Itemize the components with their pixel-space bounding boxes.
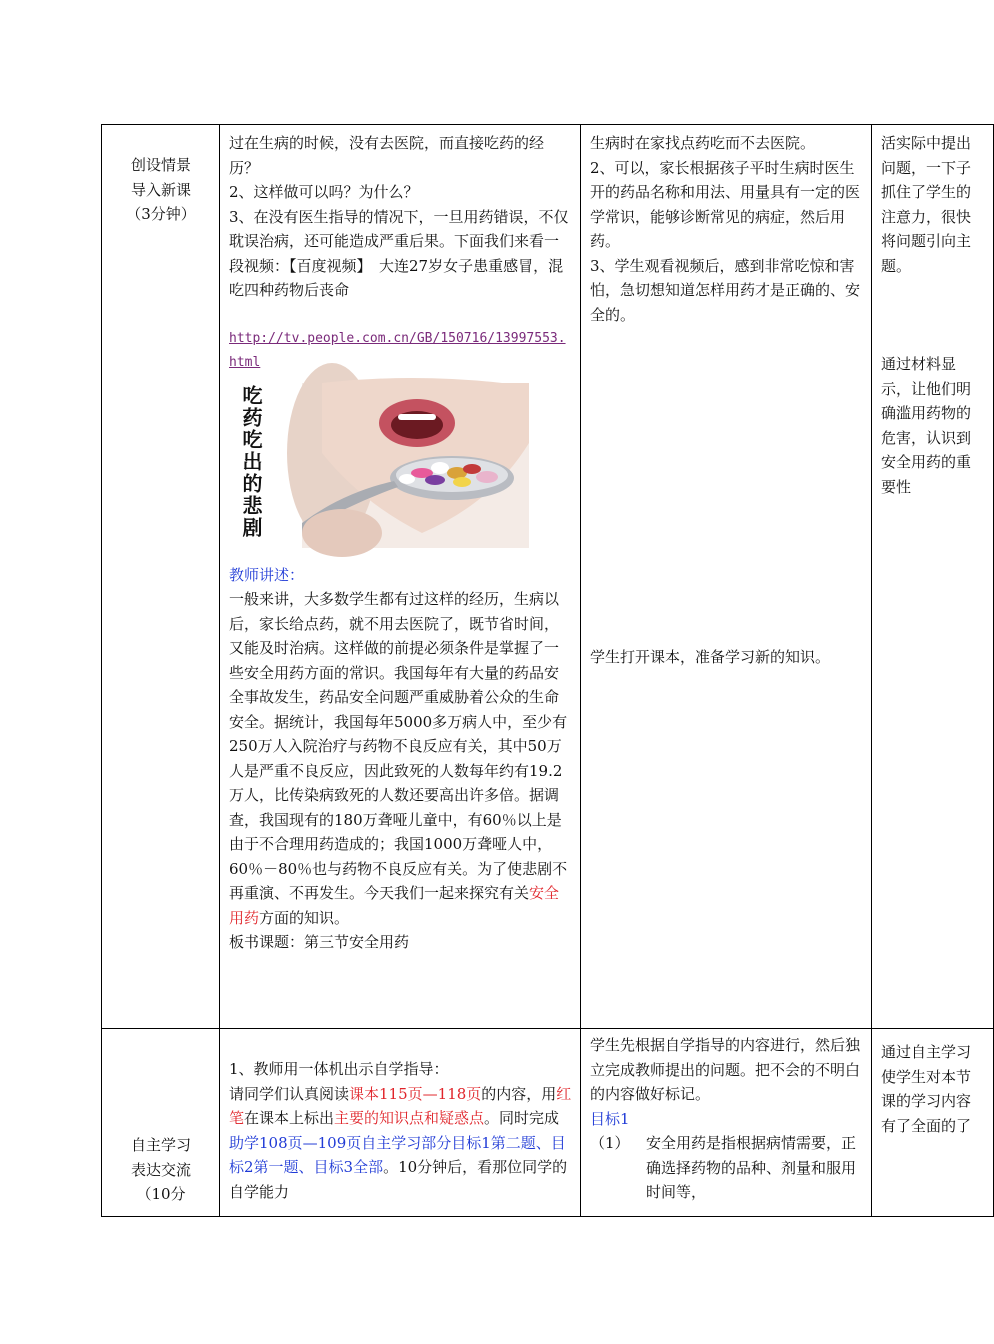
lesson-plan-table [101,124,994,1217]
self-study-guide: 请同学们认真阅读课本115页—118页的内容，用红笔在课本上标出主要的知识点和疑惑点。同时完成助学108页—109页自主学习部分目标1第二题、目标2第一题、目标3全部。10分钟后，看那位同学的自学能力 [229,1084,572,1201]
teacher-activity-cell [220,1029,581,1217]
stage-line: 自主学习 [130,1136,191,1154]
intent-text: 活实际中提出问题，一下子抓住了学生的注意力，很快将问题引向主题。 [881,134,972,275]
image-caption: 吃药吃出的悲剧 [239,384,263,539]
student-line: 学生先根据自学指导的内容进行，然后独立完成教师提出的问题。把不会的不明白的内容做好标记。 [590,1036,861,1103]
stage-line: （3分钟） [126,205,196,223]
lesson-plan-page [101,124,972,1217]
teacher-activity-cell [220,125,581,1029]
teacher-speech: 一般来讲，大多数学生都有过这样的经历，生病以后，家长给点药，就不用去医院了，既节省时间，又能及时治病。这样做的前提必须条件是掌握了一些安全用药方面的常识。我国每年有大量的药品安全事故发生，药品安全问题严重威胁着公众的生命安全。据统计，我国每年5000多万病人中，至少有250万人入院治疗与药物不良反应有关，其中50万人是严重不良反应，因此致死的人数每年约有19.2万人，比传染病致死的人数还要高出许多倍。据调查，我国现有的180万聋哑儿童中，有60％以上是由于不合理用药造成的；我国1000万聋哑人中，60％－80％也与药物不良反应有关。为了使悲剧不再重演、不再发生。今天我们一起来探究有关安全用药方面的知识。 [229,590,568,927]
speech-heading: 教师讲述： [229,565,305,584]
student-line: 学生打开课本，准备学习新的知识。 [590,648,831,666]
student-line: 2、可以，家长根据孩子平时生病时医生开的药品名称和用法、用量具有一定的医学常识，能够诊断常见的病症，然后用药。 [590,158,861,250]
stage-line: 导入新课 [130,180,191,199]
teacher-line: 过在生病的时候，没有去医院，而直接吃药的经历？ [229,134,545,177]
student-line: 3、学生观看视频后，感到非常吃惊和害怕，急切想知道怎样用药才是正确的、安全的。 [590,256,861,324]
stage-line: （10分 [136,1185,186,1203]
table-row [102,1029,994,1217]
illustration [229,377,572,557]
table-row [102,125,994,1029]
stage-line: 表达交流 [130,1160,191,1179]
student-activity-cell [581,1029,872,1217]
video-link[interactable]: http://tv.people.com.cn/GB/150716/13997553.html [229,330,566,370]
intent-text: 通过材料显示，让他们明确滥用药物的危害，认识到安全用药的重要性 [881,355,972,496]
highlight-safe-medication: 安全用药 [229,884,560,927]
pills-on-spoon-photo [302,383,529,548]
intent-text: 通过自主学习使学生对本节课的学习内容有了全面的了 [881,1043,972,1135]
stage-cell [102,125,220,1029]
student-line: 生病时在家找点药吃而不去医院。 [590,134,816,152]
teacher-line: 1、教师用一体机出示自学指导： [229,1060,449,1078]
stage-cell [102,1029,220,1217]
design-intent-cell [872,1029,994,1217]
teacher-line: 2、这样做可以吗？为什么？ [229,183,419,201]
stage-line: 创设情景 [130,156,191,174]
list-item: （1） 安全用药是指根据病情需要，正确选择药物的品种、剂量和服用时间等， [590,1134,857,1201]
student-activity-cell [581,125,872,1029]
teacher-line: 3、在没有医生指导的情况下，一旦用药错误，不仅耽误治病，还可能造成严重后果。下面我们来看一段视频：【百度视频】 大连27岁女子患重感冒，混吃四种药物后丧命 [229,207,569,299]
pills-photo-drawing [302,383,529,548]
goal-heading: 目标1 [590,1109,630,1128]
design-intent-cell [872,125,994,1029]
board-title: 板书课题：第三节安全用药 [229,933,410,951]
